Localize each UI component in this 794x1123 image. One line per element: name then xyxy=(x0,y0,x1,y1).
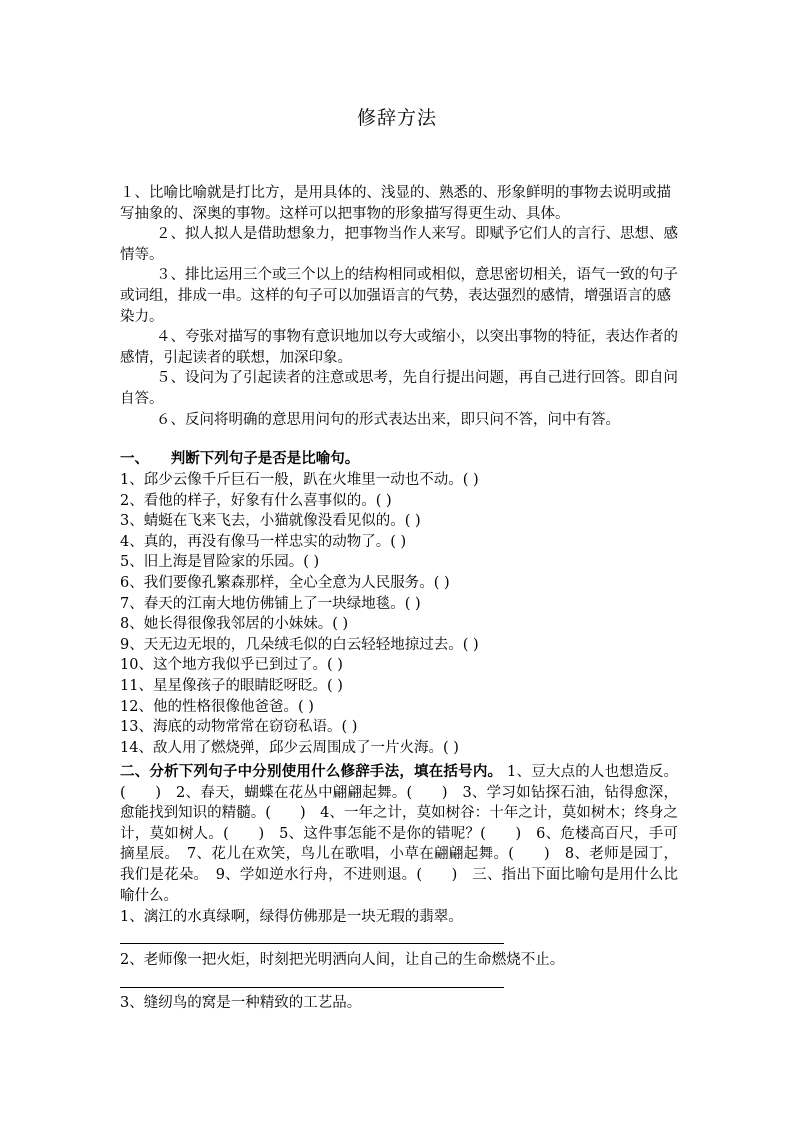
definition-rhetorical-question-set: ５、设问为了引起读者的注意或思考，先自行提出问题，再自己进行回答。即自问自答。 xyxy=(120,370,678,407)
answer-line xyxy=(120,943,504,944)
section1-heading: 一、 判断下列句子是否是比喻句。 xyxy=(120,450,360,467)
intro-definitions xyxy=(120,183,678,430)
section3-item: 2、老师像一把火炬，时刻把光明洒向人间，让自己的生命燃烧不止。 xyxy=(120,952,565,968)
question-item: 1、邱少云像千斤巨石一般，趴在火堆里一动也不动。( ) xyxy=(120,472,479,488)
page-title: 修辞方法 xyxy=(356,107,437,129)
question-item: 11、星星像孩子的眼睛眨呀眨。( ) xyxy=(120,677,343,694)
question-item: 8、她长得很像我邻居的小妹妹。( ) xyxy=(120,616,349,633)
question-item: 3、蜻蜓在飞来飞去，小猫就像没看见似的。( ) xyxy=(120,513,421,530)
section2-heading: 二、分析下列句子中分别使用什么修辞手法，填在括号内。 xyxy=(120,763,503,780)
question-item: 14、敌人用了燃烧弹，邱少云周围成了一片火海。( ) xyxy=(120,739,459,756)
section1-question-list xyxy=(120,470,678,758)
section2-body: 1、豆大点的人也想造反。( ) 2、春天，蝴蝶在花丛中翩翩起舞。( ) 3、学习如钻探石油，钻得愈深，愈能找到知识的精髓。( ) 4、一年之计，莫如树谷：十年之计，莫如树木；终身之计，莫如树人。( ) 5、这件事怎能不是你的错呢？( ) 6、危楼高百尺，手可摘星辰。 7、花儿在欢笑，鸟儿在歌唱，小草在翩翩起舞。( ) 8、老师是园丁，我们是花朵。 9、学如逆水行舟，不进则退。( ) 三、指出下面比喻句是用什么比喻什么。 xyxy=(120,764,679,904)
question-item: 9、天无边无垠的，几朵绒毛似的白云轻轻地掠过去。( ) xyxy=(120,636,479,653)
question-item: 7、春天的江南大地仿佛铺上了一块绿地毯。( ) xyxy=(120,595,421,612)
definition-parallelism: ３、排比运用三个或三个以上的结构相同或相似，意思密切相关，语气一致的句子或词组，排成一串。这样的句子可以加强语言的气势，表达强烈的感情，增强语言的感染力。 xyxy=(120,267,678,325)
answer-line xyxy=(120,987,504,988)
section2-paragraph xyxy=(120,762,678,906)
question-item: 5、旧上海是冒险家的乐园。( ) xyxy=(120,554,320,571)
question-item: 2、看他的样子，好象有什么喜事似的。( ) xyxy=(120,492,392,509)
question-item: 4、真的，再没有像马一样忠实的动物了。( ) xyxy=(120,533,407,550)
question-item: 6、我们要像孔繁森那样，全心全意为人民服务。( ) xyxy=(120,574,450,591)
question-item: 13、海底的动物常常在窃窃私语。( ) xyxy=(120,719,358,736)
section3-item: 3、缝纫鸟的窝是一种精致的工艺品。 xyxy=(120,995,362,1011)
definition-metaphor: １、比喻比喻就是打比方，是用具体的、浅显的、熟悉的、形象鲜明的事物去说明或描写抽象的、深奥的事物。这样可以把事物的形象描写得更生动、具体。 xyxy=(120,185,671,222)
question-item: 10、这个地方我似乎已到过了。( ) xyxy=(120,657,343,674)
definition-personification: ２、拟人拟人是借助想象力，把事物当作人来写。即赋予它们人的言行、思想、感情等。 xyxy=(120,226,678,263)
definition-hyperbole: ４、夸张对描写的事物有意识地加以夸大或缩小，以突出事物的特征，表达作者的感情，引起读者的联想，加深印象。 xyxy=(120,329,678,366)
question-item: 12、他的性格很像他爸爸。( ) xyxy=(120,698,314,715)
definition-rhetorical-question: ６、反问将明确的意思用问句的形式表达出来，即只问不答，问中有答。 xyxy=(156,411,620,428)
section3-item: 1、漓江的水真绿啊，绿得仿佛那是一块无瑕的翡翠。 xyxy=(120,909,463,925)
